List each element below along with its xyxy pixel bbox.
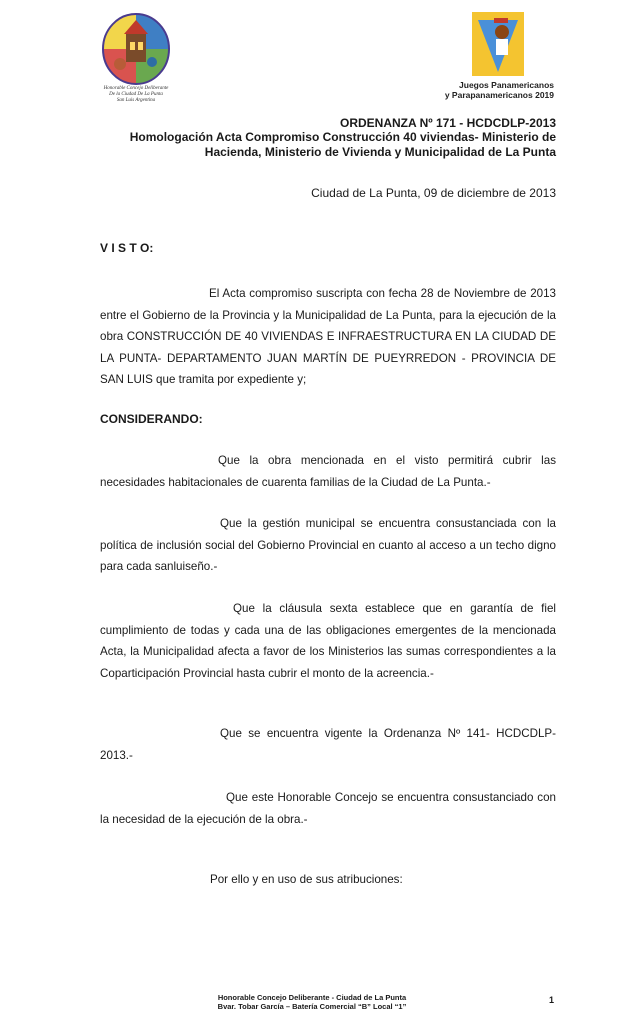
page-number: 1	[549, 995, 555, 1005]
page-footer	[180, 993, 444, 1011]
logo-caption-line: San Luis Argentina	[116, 98, 156, 103]
games-caption-line: y Parapanamericanos 2019	[444, 90, 554, 100]
considerando-text: Que se encuentra vigente la Ordenanza Nº 141- HCDCDLP-2013.-	[100, 727, 556, 762]
visto-text: El Acta compromiso suscripta con fecha 28 de Noviembre de 2013 entre el Gobierno de la Provincia y la Municipalidad de La Punta, para la ejecución de la obra CONSTRUCCIÓN DE 40 VIVIENDAS E INFRAESTRUCTURA EN LA CIUDAD DE LA PUNTA- DEPARTAMENTO JUAN MARTÍN DE PUEYRREDON - PROVINCIA DE SAN LUIS que tramita por expediente y;	[100, 287, 556, 386]
ordinance-title: ORDENANZA Nº 171 - HCDCDLP-2013	[340, 116, 556, 130]
logo-caption-line: Honorable Concejo Deliberante	[103, 86, 169, 91]
subtitle-line: Hacienda, Ministerio de Vivienda y Municipalidad de La Punta	[204, 145, 556, 159]
logo-caption-line: De la Ciudad De La Punta	[109, 92, 163, 97]
games-caption-line: Juegos Panamericanos	[459, 80, 554, 90]
considerando-paragraph	[100, 450, 556, 493]
footer-line: Bvar. Tobar García – Batería Comercial “B” Local “1”	[217, 1002, 407, 1011]
considerando-paragraph	[100, 598, 556, 684]
considerando-text: Que la gestión municipal se encuentra consustanciada con la política de inclusión social del Gobierno Provincial en cuanto al acceso a un techo digno para cada sanluiseño.-	[100, 517, 556, 573]
considerando-paragraph	[100, 787, 556, 830]
hcd-logo-caption	[92, 86, 180, 104]
considerando-paragraph	[100, 723, 556, 766]
pan-american-games-logo	[472, 12, 524, 76]
document-date: Ciudad de La Punta, 09 de diciembre de 2013	[311, 186, 556, 200]
considerando-text: Que la obra mencionada en el visto permitirá cubrir las necesidades habitacionales de cuarenta familias de la Ciudad de La Punta.-	[100, 454, 556, 489]
considerando-text: Que este Honorable Concejo se encuentra consustanciado con la necesidad de la ejecución de la obra.-	[100, 791, 556, 826]
considerando-text: Que la cláusula sexta establece que en garantía de fiel cumplimiento de todas y cada una de las obligaciones emergentes de la mencionada Acta, la Municipalidad afecta a favor de los Ministerios las sumas correspondientes a la Coparticipación Provincial hasta cubrir el monto de la acreencia.-	[100, 602, 556, 680]
hcd-logo-emblem	[100, 12, 172, 86]
considerando-heading: CONSIDERANDO:	[100, 412, 203, 426]
footer-line: Honorable Concejo Deliberante - Ciudad de La Punta	[217, 993, 407, 1002]
pan-american-games-caption	[430, 80, 554, 100]
ordinance-subtitle	[100, 130, 556, 160]
closing-text: Por ello y en uso de sus atribuciones:	[210, 873, 403, 886]
visto-paragraph	[100, 283, 556, 391]
subtitle-line: Homologación Acta Compromiso Construcción 40 viviendas- Ministerio de	[129, 130, 556, 144]
visto-heading: V I S T O:	[100, 241, 154, 255]
considerando-paragraph	[100, 513, 556, 578]
